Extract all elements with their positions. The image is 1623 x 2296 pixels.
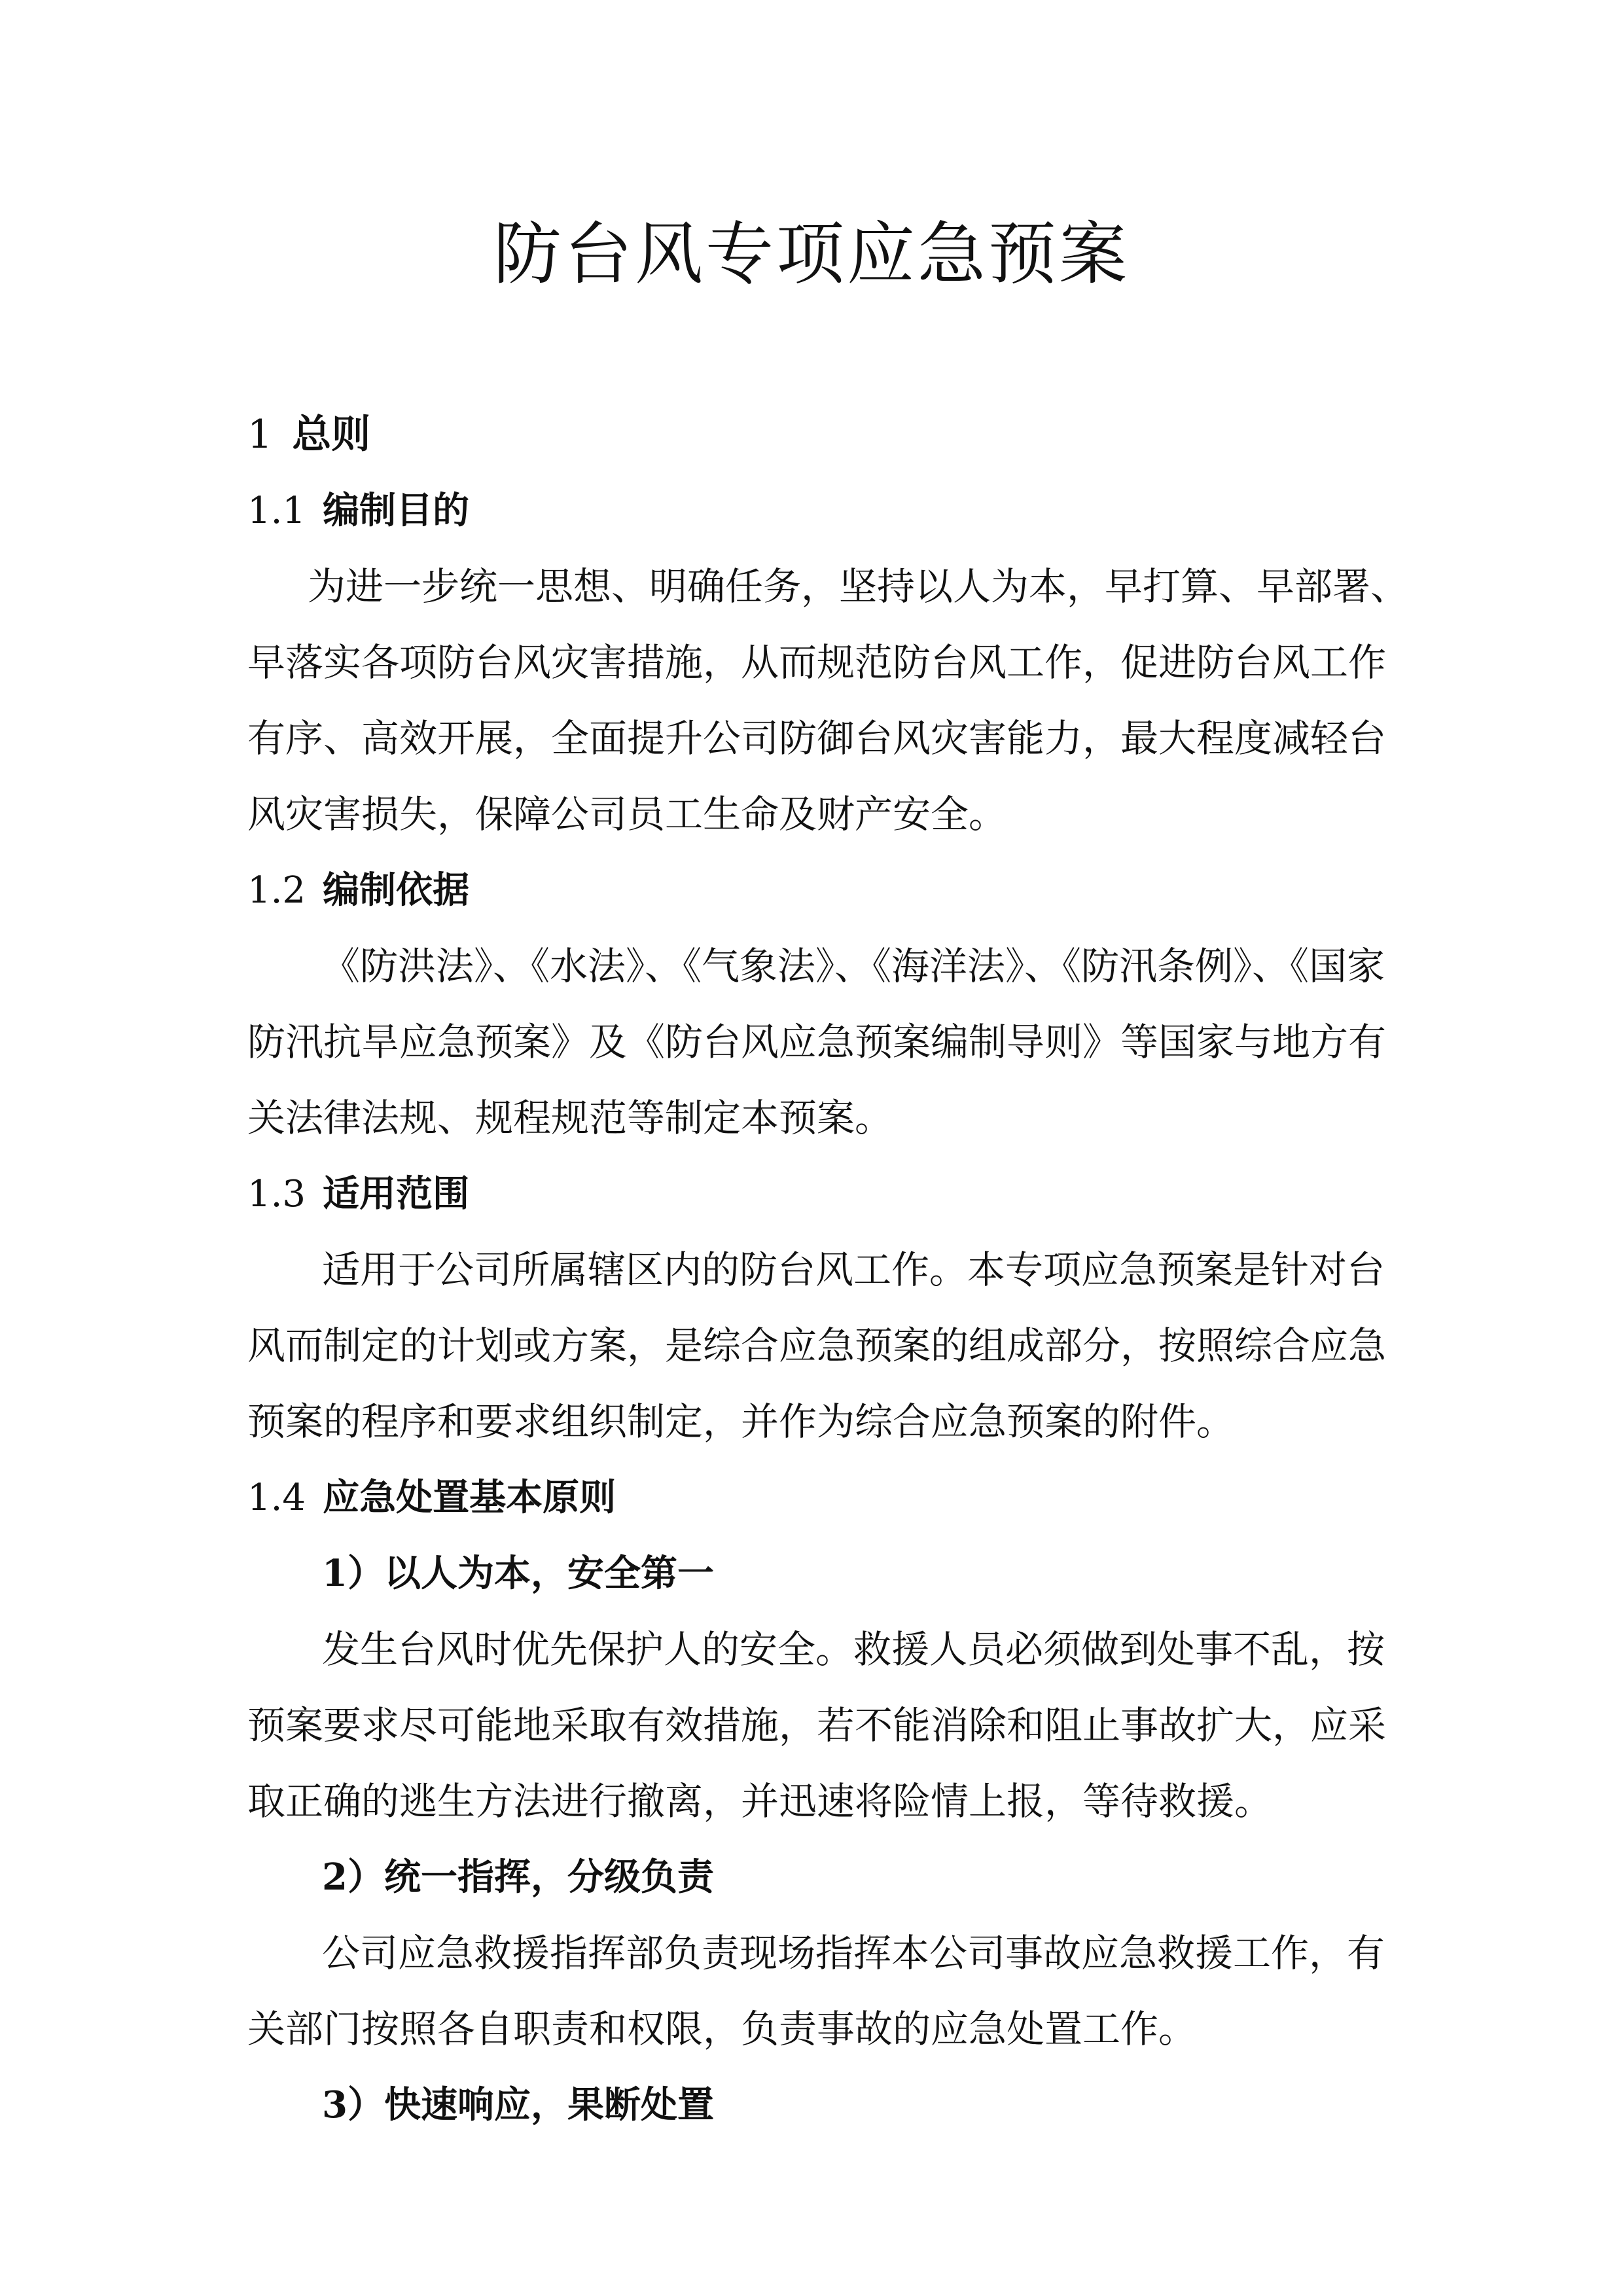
section-heading-1-4 — [247, 1474, 616, 1522]
section-title: 编制目的 — [323, 489, 470, 532]
paragraph-line: 《防洪法》、《水法》、《气象法》、《海洋法》、《防汛条例》、《国家 — [322, 944, 1385, 988]
paragraph-line: 公司应急救援指挥部负责现场指挥本公司事故应急救援工作，有 — [322, 1931, 1385, 1975]
principle-heading-1: 1）以人为本，安全第一 — [322, 1552, 714, 1595]
paragraph-line: 防汛抗旱应急预案》及《防台风应急预案编制导则》等国家与地方有 — [247, 1020, 1387, 1064]
section-heading-1-3 — [247, 1170, 469, 1218]
paragraph-line: 早落实各项防台风灾害措施，从而规范防台风工作，促进防台风工作 — [247, 640, 1387, 685]
paragraph-line: 风而制定的计划或方案，是综合应急预案的组成部分，按照综合应急 — [247, 1323, 1387, 1368]
section-number: 1.1 — [247, 490, 306, 532]
section-heading-1-1 — [247, 487, 469, 535]
section-number: 1.3 — [247, 1173, 306, 1215]
document-title: 防台风专项应急预案 — [493, 214, 1130, 294]
paragraph-line: 关法律法规、规程规范等制定本预案。 — [247, 1096, 893, 1140]
paragraph-line: 预案的程序和要求组织制定，并作为综合应急预案的附件。 — [247, 1399, 1235, 1444]
principle-heading-2: 2）统一指挥，分级负责 — [322, 1856, 714, 1899]
section-number: 1.4 — [247, 1477, 306, 1519]
paragraph-line: 发生台风时优先保护人的安全。救援人员必须做到处事不乱，按 — [322, 1627, 1385, 1672]
paragraph-line: 风灾害损失，保障公司员工生命及财产安全。 — [247, 792, 1007, 836]
paragraph-line: 取正确的逃生方法进行撤离，并迅速将险情上报，等待救援。 — [247, 1779, 1273, 1823]
section-number: 1 — [247, 412, 273, 457]
paragraph-line: 关部门按照各自职责和权限，负责事故的应急处置工作。 — [247, 2007, 1197, 2051]
paragraph-line: 适用于公司所属辖区内的防台风工作。本专项应急预案是针对台 — [322, 1247, 1385, 1292]
paragraph-line: 为进一步统一思想、明确任务，坚持以人为本，早打算、早部署、 — [308, 564, 1409, 609]
principle-heading-3: 3）快速响应，果断处置 — [322, 2083, 714, 2126]
paragraph-line: 有序、高效开展，全面提升公司防御台风灾害能力，最大程度减轻台 — [247, 716, 1387, 761]
section-title: 应急处置基本原则 — [323, 1476, 616, 1519]
paragraph-line: 预案要求尽可能地采取有效措施，若不能消除和阻止事故扩大，应采 — [247, 1703, 1387, 1748]
section-title: 适用范围 — [323, 1172, 470, 1215]
section-number: 1.2 — [247, 869, 306, 912]
section-heading-1 — [247, 411, 370, 458]
section-title: 编制依据 — [323, 869, 470, 912]
section-title: 总则 — [292, 412, 371, 457]
section-heading-1-2 — [247, 867, 469, 914]
